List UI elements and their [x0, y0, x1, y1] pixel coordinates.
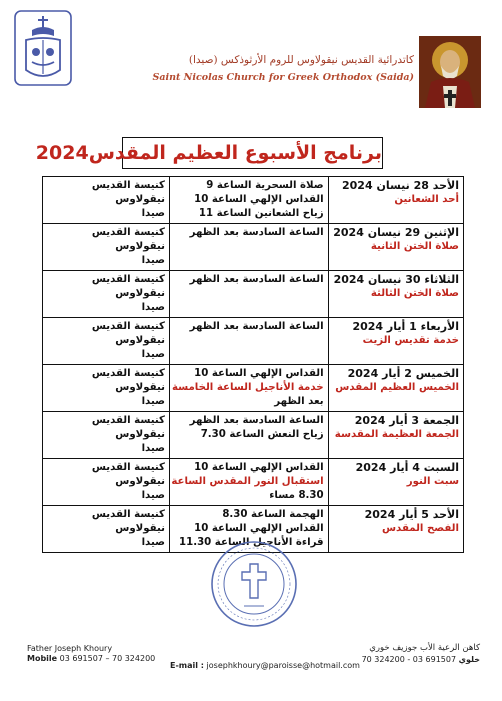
email-label: E-mail :: [170, 661, 204, 670]
priest-name-english: Father Joseph Khoury: [27, 644, 113, 653]
location-cell: [43, 459, 170, 506]
location-cell: [43, 224, 170, 271]
service-line: خدمة الأناجيل الساعة الخامسة: [171, 382, 324, 393]
email-line: [170, 661, 360, 670]
priest-name-arabic: كاهن الرعية الأب جوزيف خوري: [369, 643, 480, 653]
parish-seal-stamp: [208, 538, 300, 630]
location-line: صيدا: [141, 349, 165, 360]
church-crest-logo: [14, 10, 72, 86]
service-line: الساعة السادسة بعد الظهر: [189, 227, 324, 238]
location-line: صيدا: [141, 537, 165, 548]
day-cell: [328, 224, 463, 271]
schedule-row: [43, 318, 464, 365]
services-cell: [169, 318, 328, 365]
service-line: القداس الإلهي الساعة 10: [194, 194, 324, 205]
location-cell: [43, 177, 170, 224]
service-line: الساعة السادسة بعد الظهر: [189, 415, 324, 426]
location-line: كنيسة القديس نيقولاوس: [91, 321, 165, 346]
service-line: زياح النعش الساعة 7.30: [200, 429, 324, 440]
priest-mobile-english: [27, 654, 155, 663]
mobile-label-ar: خلوي: [458, 655, 480, 664]
schedule-row: [43, 224, 464, 271]
day-cell: [328, 459, 463, 506]
location-cell: [43, 271, 170, 318]
location-line: كنيسة القديس نيقولاوس: [91, 180, 165, 205]
mobile-label: Mobile: [27, 654, 58, 663]
day-cell: [328, 177, 463, 224]
day-date: الخميس 2 أيار 2024: [347, 367, 459, 380]
schedule-row: [43, 412, 464, 459]
location-line: صيدا: [141, 396, 165, 407]
location-line: كنيسة القديس نيقولاوس: [91, 227, 165, 252]
location-line: صيدا: [141, 302, 165, 313]
service-line: الهجمة الساعة 8.30: [222, 509, 324, 520]
location-line: كنيسة القديس نيقولاوس: [91, 509, 165, 534]
services-cell: [169, 224, 328, 271]
day-date: الأحد 28 نيسان 2024: [341, 179, 459, 192]
day-cell: [328, 365, 463, 412]
day-event: صلاة الختن الثالثة: [370, 288, 459, 299]
service-line: زياح الشعانين الساعة 11: [198, 208, 324, 219]
service-line: القداس الإلهي الساعة 10: [194, 523, 324, 534]
day-cell: [328, 506, 463, 553]
day-event: صلاة الختن الثانية: [370, 241, 459, 252]
schedule-row: [43, 459, 464, 506]
services-cell: [169, 412, 328, 459]
service-line: القداس الإلهي الساعة 10: [194, 462, 324, 473]
day-cell: [328, 271, 463, 318]
day-date: السبت 4 أيار 2024: [355, 461, 459, 474]
day-event: الخميس العظيم المقدس: [335, 382, 459, 393]
day-cell: [328, 412, 463, 459]
service-line: الساعة السادسة بعد الظهر: [189, 321, 324, 332]
day-cell: [328, 318, 463, 365]
page-title: برنامج الأسبوع العظيم المقدس2024: [122, 137, 383, 169]
services-cell: [169, 177, 328, 224]
services-cell: [169, 459, 328, 506]
location-line: صيدا: [141, 255, 165, 266]
day-event: خدمة تقديس الزيت: [362, 335, 459, 346]
saint-nicolas-icon: [419, 36, 481, 108]
schedule-table: [42, 176, 464, 553]
location-cell: [43, 412, 170, 459]
schedule-row: [43, 365, 464, 412]
services-cell: [169, 271, 328, 318]
day-date: الجمعة 3 أيار 2024: [354, 414, 459, 427]
schedule-row: [43, 177, 464, 224]
day-event: الفصح المقدس: [382, 523, 459, 534]
service-line: 8.30 مساء: [269, 490, 324, 501]
service-line: القداس الإلهي الساعة 10: [194, 368, 324, 379]
location-line: كنيسة القديس نيقولاوس: [91, 415, 165, 440]
mobile-numbers-ar: 70 324200 - 03 691507: [361, 655, 457, 664]
location-cell: [43, 506, 170, 553]
location-cell: [43, 318, 170, 365]
service-line: قراءة الأناجيل الساعة 11.30: [179, 537, 324, 548]
service-line: صلاة السحرية الساعة 9: [206, 180, 324, 191]
day-event: الجمعة العظيمة المقدسة: [334, 429, 459, 440]
service-line: بعد الظهر: [274, 396, 324, 407]
day-date: الأربعاء 1 أيار 2024: [352, 320, 459, 333]
location-line: كنيسة القديس نيقولاوس: [91, 368, 165, 393]
location-line: كنيسة القديس نيقولاوس: [91, 274, 165, 299]
service-line: الساعة السادسة بعد الظهر: [189, 274, 324, 285]
schedule-row: [43, 271, 464, 318]
location-cell: [43, 365, 170, 412]
day-event: سبت النور: [406, 476, 459, 487]
mobile-numbers: 03 691507 – 70 324200: [59, 654, 156, 663]
services-cell: [169, 365, 328, 412]
location-line: كنيسة القديس نيقولاوس: [91, 462, 165, 487]
location-line: صيدا: [141, 490, 165, 501]
day-date: الإثنين 29 نيسان 2024: [333, 226, 459, 239]
day-date: الأحد 5 أيار 2024: [364, 508, 459, 521]
email-address[interactable]: josephkhoury@paroisse@hotmail.com: [206, 661, 360, 670]
day-date: الثلاثاء 30 نيسان 2024: [333, 273, 459, 286]
church-name-english: Saint Nicolas Church for Greek Orthodox (Saida): [152, 72, 414, 83]
location-line: صيدا: [141, 208, 165, 219]
church-name-arabic: كاتدرائية القديس نيقولاوس للروم الأرثوذكس (صيدا): [188, 54, 414, 66]
day-event: أحد الشعانين: [394, 194, 459, 205]
service-line: استقبال النور المقدس الساعة: [171, 476, 324, 487]
location-line: صيدا: [141, 443, 165, 454]
